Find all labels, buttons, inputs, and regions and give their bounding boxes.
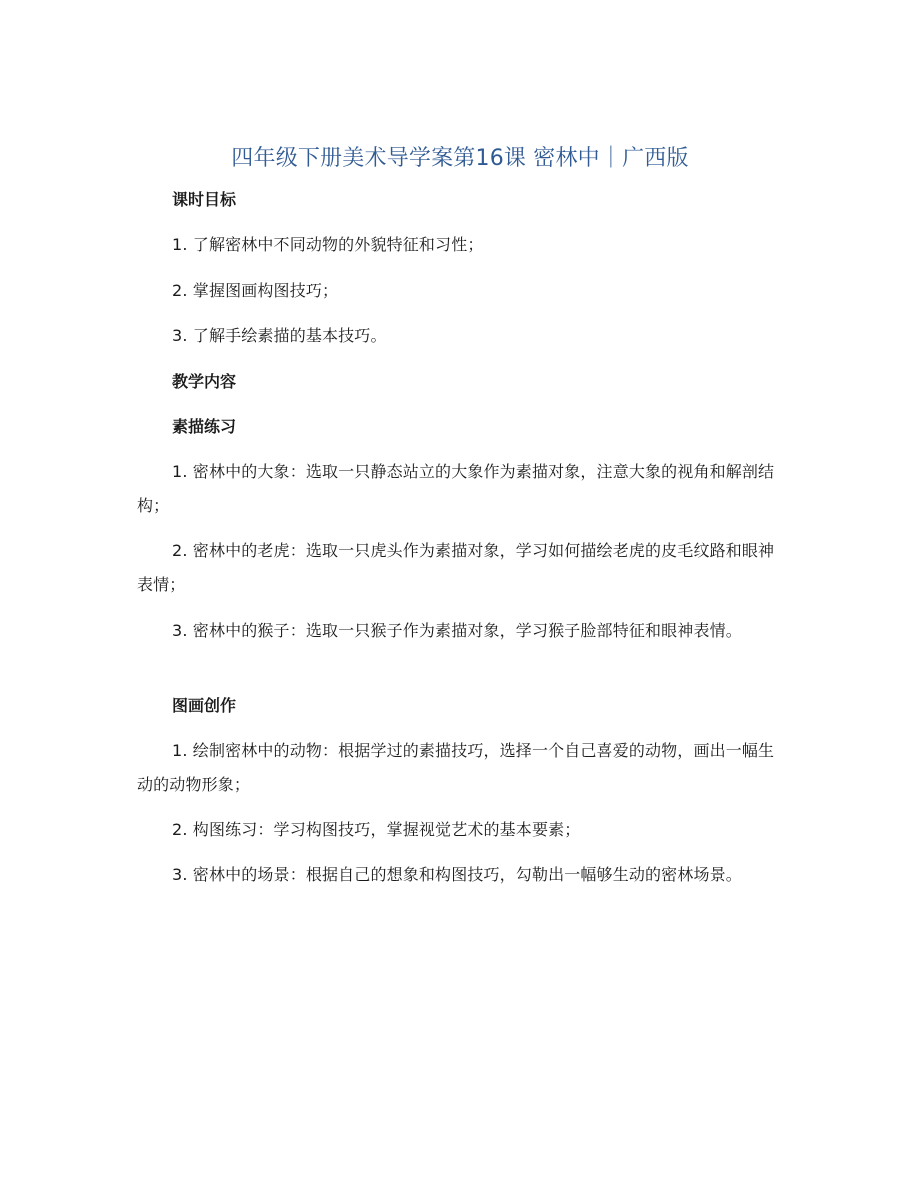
- creation-item: 2. 构图练习：学习构图技巧，掌握视觉艺术的基本要素；: [172, 820, 581, 839]
- sketch-item: 2. 密林中的老虎：选取一只虎头作为素描对象，学习如何描绘老虎的皮毛纹路和眼神表情；: [137, 541, 775, 594]
- creation-item: 3. 密林中的场景：根据自己的想象和构图技巧，勾勒出一幅够生动的密林场景。: [172, 865, 742, 884]
- section-heading-objectives: 课时目标: [172, 190, 237, 209]
- sketch-item: 1. 密林中的大象：选取一只静态站立的大象作为素描对象，注意大象的视角和解剖结构；: [137, 462, 775, 515]
- section-heading-sketch-practice: 素描练习: [172, 417, 237, 436]
- objective-item: 1. 了解密林中不同动物的外貌特征和习性；: [172, 235, 484, 254]
- sketch-item: 3. 密林中的猴子：选取一只猴子作为素描对象，学习猴子脸部特征和眼神表情。: [172, 621, 742, 640]
- section-heading-content: 教学内容: [172, 372, 237, 391]
- section-heading-drawing-creation: 图画创作: [172, 696, 237, 715]
- objective-item: 3. 了解手绘素描的基本技巧。: [172, 326, 387, 345]
- creation-item: 1. 绘制密林中的动物：根据学过的素描技巧，选择一个自己喜爱的动物，画出一幅生动的动物形象；: [137, 741, 775, 794]
- document-title: 四年级下册美术导学案第16课 密林中｜广西版: [231, 146, 689, 171]
- objective-item: 2. 掌握图画构图技巧；: [172, 281, 339, 300]
